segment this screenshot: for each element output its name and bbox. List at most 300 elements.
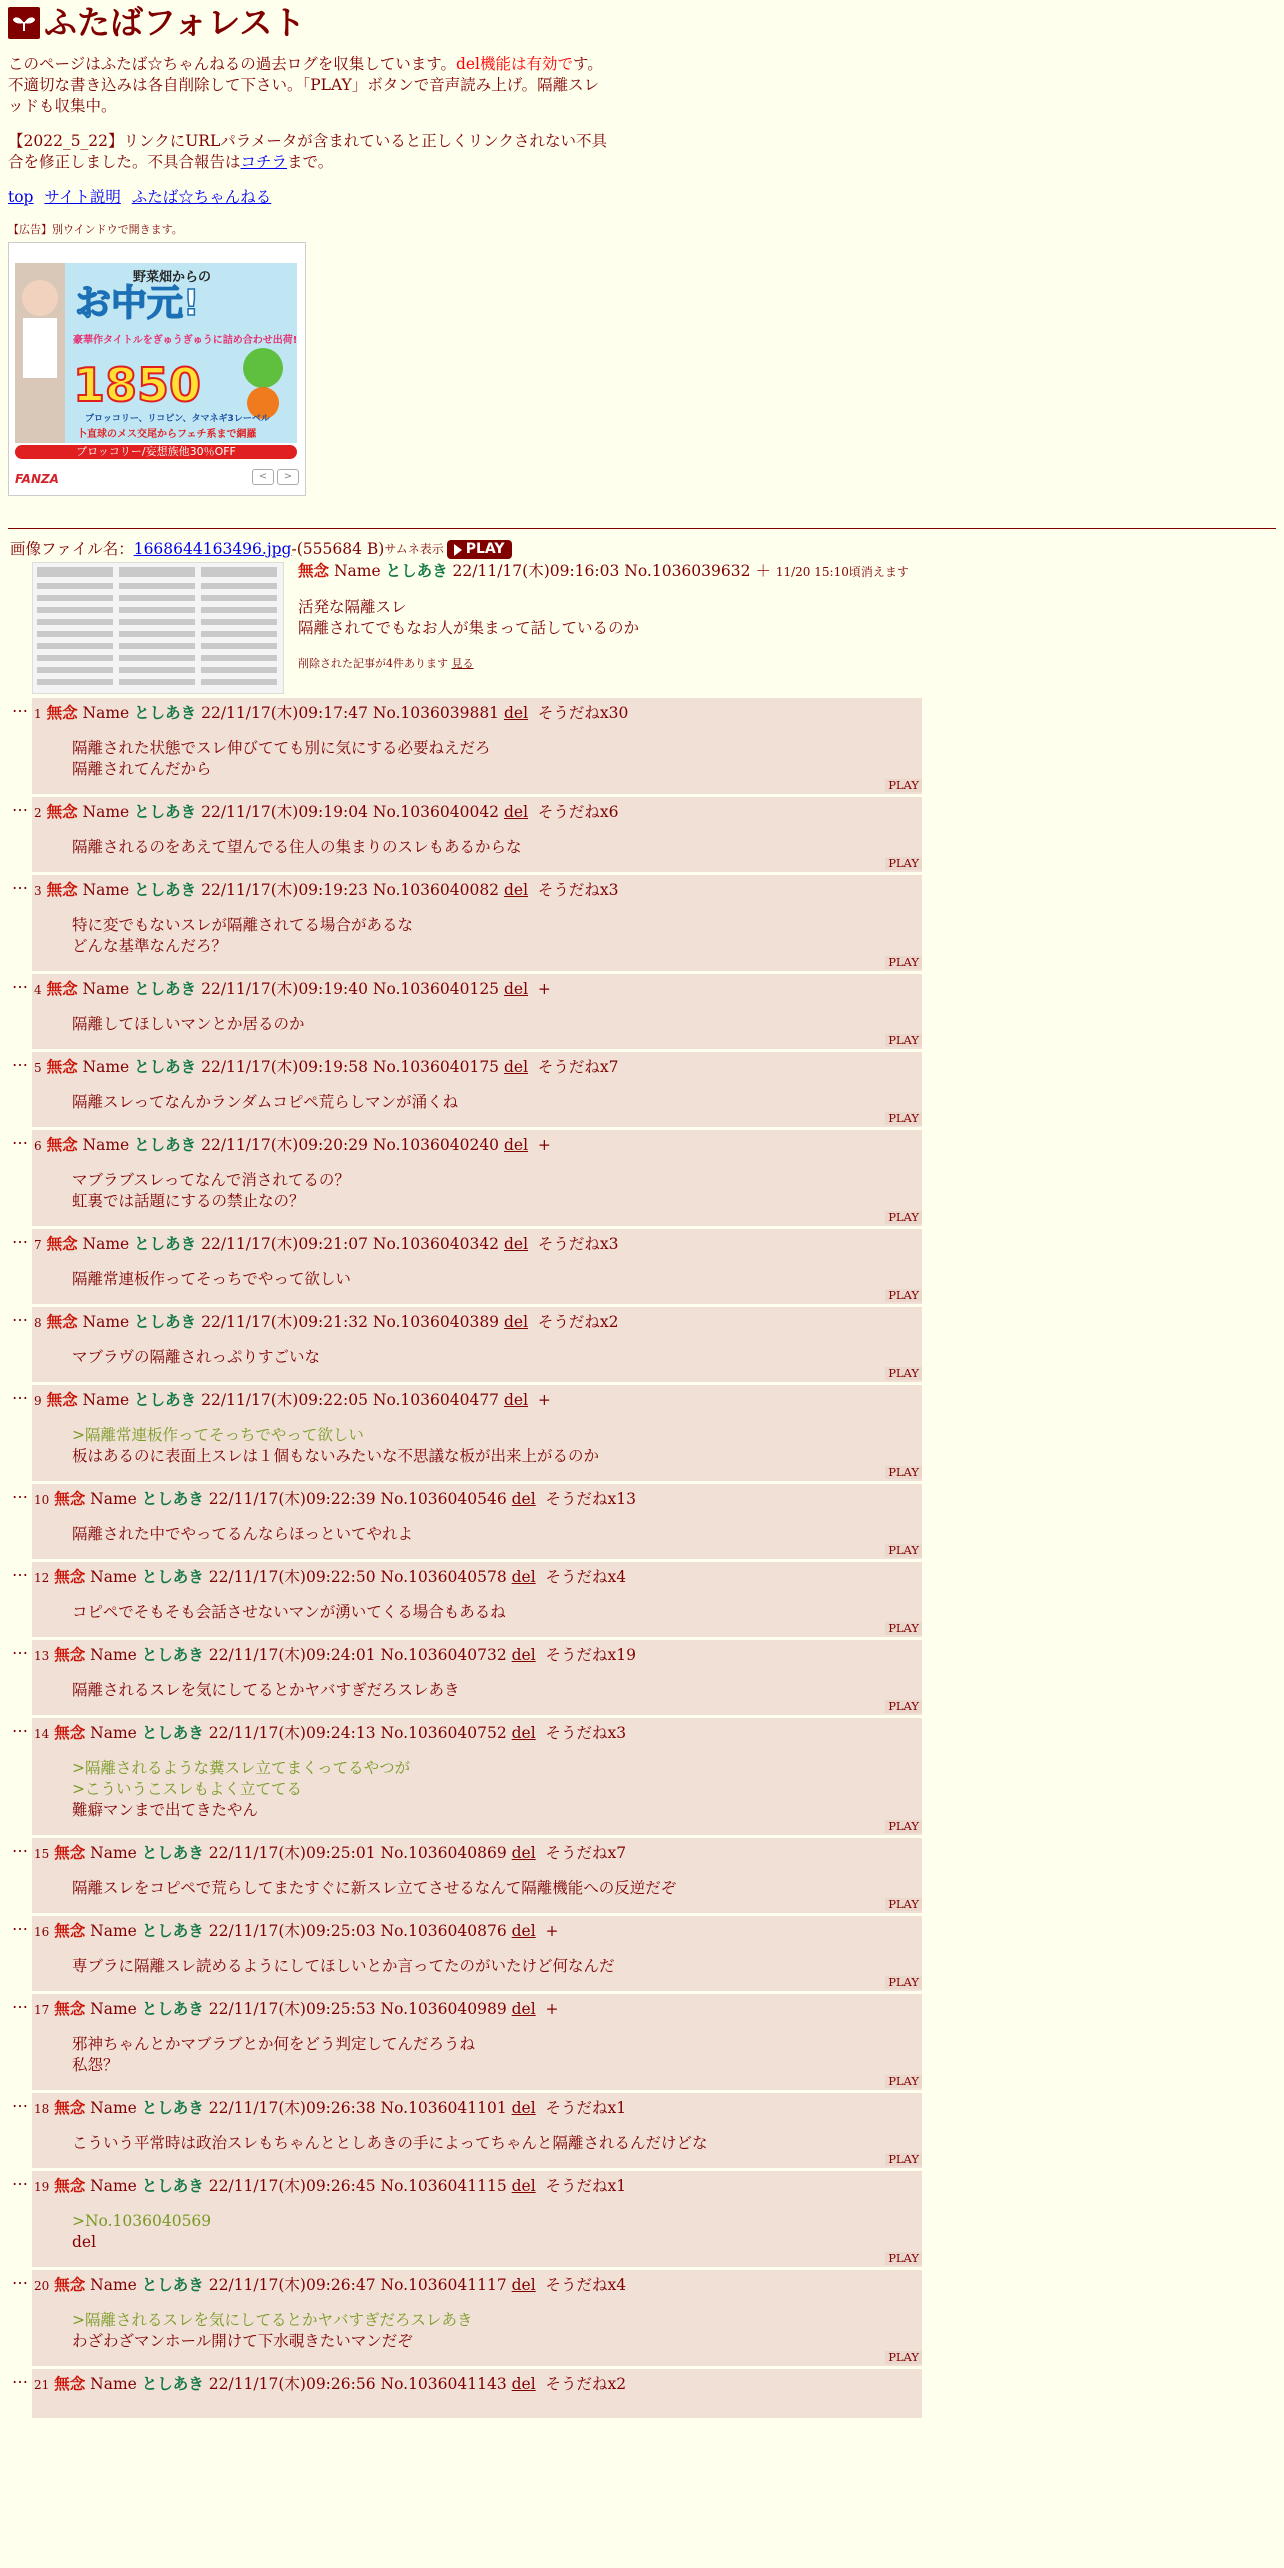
message-line: 隔離されてんだから	[72, 760, 212, 778]
sodane-button[interactable]: そうだねx2	[537, 1313, 619, 1331]
sodane-button[interactable]: そうだねx1	[545, 2177, 627, 2195]
reply-subject: 無念	[54, 1843, 86, 1862]
reply-date: 22/11/17(木)09:25:01	[208, 1844, 376, 1862]
reply-message	[72, 2133, 922, 2154]
nav-links	[8, 187, 1276, 208]
message-line: 隔離されるのをあえて望んでる住人の集まりのスレもあるからな	[72, 838, 522, 856]
del-link[interactable]: del	[503, 1313, 529, 1331]
reply-dots: …	[12, 2269, 28, 2288]
fanza-logo: FANZA	[15, 472, 59, 486]
reply-subject: 無念	[46, 802, 78, 821]
reply-play-button[interactable]: PLAY	[885, 1466, 922, 1479]
del-link[interactable]: del	[503, 1136, 529, 1154]
divider	[8, 528, 1276, 529]
reply-index: 2	[34, 806, 42, 820]
reply-header	[34, 978, 922, 1001]
reply-body	[32, 2369, 922, 2418]
ad-headline: お中元!	[75, 283, 200, 324]
reply-post	[8, 1718, 1276, 1835]
reply-index: 8	[34, 1316, 42, 1330]
reply-message	[72, 1758, 922, 1821]
reply-body	[32, 797, 922, 872]
reply-name: としあき	[141, 2176, 204, 2195]
sodane-button[interactable]: そうだねx1	[545, 2099, 627, 2117]
reply-dots: …	[12, 796, 28, 815]
name-label: Name	[90, 2177, 137, 2195]
reply-play-button[interactable]: PLAY	[885, 1544, 922, 1557]
reply-post	[8, 2270, 1276, 2366]
reply-date: 22/11/17(木)09:22:39	[208, 1490, 376, 1508]
reply-no[interactable]: No.1036040876	[380, 1922, 507, 1940]
sodane-button[interactable]: そうだねx13	[545, 1490, 637, 1508]
reply-subject: 無念	[46, 1312, 78, 1331]
reply-body	[32, 698, 922, 794]
reply-post	[8, 2369, 1276, 2418]
reply-index: 5	[34, 1061, 42, 1075]
reply-play-button[interactable]: PLAY	[885, 1289, 922, 1302]
message-line: こういう平常時は政治スレもちゃんととしあきの手によってちゃんと隔離されるんだけどな	[72, 2134, 708, 2152]
reply-dots: …	[12, 2368, 28, 2387]
reply-body	[32, 1916, 922, 1991]
reply-post	[8, 1994, 1276, 2090]
reply-name: としあき	[134, 979, 197, 998]
reply-name: としあき	[141, 2098, 204, 2117]
name-label: Name	[82, 1136, 130, 1154]
sodane-button[interactable]: そうだねx3	[537, 1235, 619, 1253]
op-plus[interactable]: ＋	[755, 562, 771, 580]
reply-play-button[interactable]: PLAY	[885, 1700, 922, 1713]
name-label: Name	[90, 1568, 137, 1586]
del-link[interactable]: del	[503, 881, 529, 899]
name-label: Name	[90, 2000, 137, 2018]
reply-no[interactable]: No.1036041143	[380, 2375, 507, 2393]
reply-no[interactable]: No.1036040175	[372, 1058, 500, 1076]
reply-subject: 無念	[46, 703, 78, 722]
reply-name: としあき	[134, 802, 197, 821]
image-file-link[interactable]: 1668644163496.jpg	[133, 540, 292, 558]
reply-name: としあき	[141, 1567, 204, 1586]
reply-date: 22/11/17(木)09:26:56	[208, 2375, 376, 2393]
reply-message	[72, 1092, 922, 1113]
reply-post	[8, 1916, 1276, 1991]
reply-body	[32, 1640, 922, 1715]
reply-post	[8, 1130, 1276, 1226]
del-link[interactable]: del	[503, 1391, 529, 1409]
reply-dots: …	[12, 2170, 28, 2189]
reply-date: 22/11/17(木)09:22:05	[201, 1391, 368, 1409]
reply-date: 22/11/17(木)09:20:29	[201, 1136, 368, 1154]
reply-body	[32, 2270, 922, 2366]
sodane-button[interactable]: そうだねx3	[545, 1724, 627, 1742]
reply-header	[34, 2274, 922, 2297]
reply-header	[34, 1644, 922, 1667]
reply-post	[8, 1838, 1276, 1913]
ad-prev-button[interactable]: <	[252, 469, 274, 485]
sodane-button[interactable]: +	[537, 980, 551, 998]
reply-subject: 無念	[54, 1567, 86, 1586]
del-link[interactable]: del	[503, 1058, 529, 1076]
reply-date: 22/11/17(木)09:22:50	[208, 1568, 376, 1586]
reply-message	[72, 2034, 922, 2076]
reply-play-button[interactable]: PLAY	[885, 1976, 922, 1989]
reply-index: 20	[34, 2279, 50, 2293]
name-label: Name	[90, 2276, 137, 2294]
quote-line: >隔離されるような糞スレ立てまくってるやつが	[72, 1759, 411, 1777]
reply-body	[32, 1718, 922, 1835]
sodane-button[interactable]: そうだねx19	[545, 1646, 637, 1664]
del-link[interactable]: del	[503, 803, 529, 821]
play-icon	[454, 544, 462, 556]
file-size: -(555684 B)	[291, 540, 385, 558]
op-no[interactable]: No.1036039632	[624, 562, 751, 580]
sodane-button[interactable]: そうだねx30	[537, 704, 629, 722]
reply-header	[34, 2373, 922, 2396]
sodane-button[interactable]: +	[537, 1391, 551, 1409]
sodane-button[interactable]: そうだねx4	[545, 1568, 627, 1586]
reply-header	[34, 1842, 922, 1865]
sodane-button[interactable]: そうだねx4	[545, 2276, 627, 2294]
reply-dots: …	[12, 697, 28, 716]
reply-no[interactable]: No.1036040869	[380, 1844, 507, 1862]
reply-message	[72, 2211, 922, 2253]
futaba-leaf-icon[interactable]	[8, 7, 40, 39]
reply-no[interactable]: No.1036040240	[372, 1136, 500, 1154]
reply-message	[72, 738, 922, 780]
reply-index: 21	[34, 2378, 50, 2392]
reply-index: 16	[34, 1925, 50, 1939]
name-label: Name	[82, 803, 130, 821]
sodane-button[interactable]: +	[545, 1922, 559, 1940]
reply-name: としあき	[134, 1057, 197, 1076]
reply-no[interactable]: No.1036040546	[380, 1490, 507, 1508]
reply-header	[34, 1488, 922, 1511]
reply-body	[32, 2093, 922, 2168]
del-link[interactable]: del	[511, 1724, 536, 1742]
message-line: 私怨？	[72, 2056, 119, 2074]
reply-header	[34, 702, 922, 725]
reply-body	[32, 1130, 922, 1226]
del-link[interactable]: del	[503, 980, 529, 998]
op-expire: 11/20 15:10頃消えます	[775, 565, 909, 579]
reply-dots: …	[12, 1129, 28, 1148]
reply-play-button[interactable]: PLAY	[885, 1622, 922, 1635]
reply-body	[32, 1052, 922, 1127]
reply-dots: …	[12, 973, 28, 992]
reply-play-button[interactable]: PLAY	[885, 1820, 922, 1833]
reply-body	[32, 974, 922, 1049]
reply-header	[34, 1920, 922, 1943]
name-label: Name	[82, 1058, 130, 1076]
reply-play-button[interactable]: PLAY	[885, 1112, 922, 1125]
reply-name: としあき	[134, 703, 197, 722]
play-button[interactable]: PLAY	[447, 540, 512, 559]
quote-line: >No.1036040569	[72, 2212, 212, 2230]
reply-header	[34, 879, 922, 902]
reply-play-button[interactable]: PLAY	[885, 2153, 922, 2166]
del-link[interactable]: del	[511, 1490, 536, 1508]
ad-banner[interactable]	[8, 242, 306, 496]
ad-sub: 豪華作タイトルをぎゅうぎゅうに詰め合わせ出荷!	[73, 335, 297, 346]
reply-post	[8, 698, 1276, 794]
reply-play-button[interactable]: PLAY	[885, 2351, 922, 2364]
reply-no[interactable]: No.1036040578	[380, 1568, 507, 1586]
reply-index: 10	[34, 1493, 50, 1507]
reply-name: としあき	[134, 1312, 197, 1331]
quote-line: >隔離常連板作ってそっちでやって欲しい	[72, 1426, 364, 1444]
reply-name: としあき	[134, 1390, 197, 1409]
reply-message	[72, 837, 922, 858]
name-label: Name	[82, 1391, 130, 1409]
reply-date: 22/11/17(木)09:25:53	[208, 2000, 376, 2018]
reply-message	[72, 1269, 922, 1290]
reply-subject: 無念	[54, 2098, 86, 2117]
reply-subject: 無念	[54, 2374, 86, 2393]
reply-no[interactable]: No.1036041115	[380, 2177, 507, 2195]
reply-dots: …	[12, 1228, 28, 1247]
nav-about-link[interactable]: サイト説明	[44, 188, 121, 206]
reply-no[interactable]: No.1036040732	[380, 1646, 507, 1664]
reply-dots: …	[12, 1837, 28, 1856]
message-line: 隔離された中でやってるんならほっといてやれよ	[72, 1525, 414, 1543]
reply-name: としあき	[141, 1999, 204, 2018]
reply-subject: 無念	[54, 1489, 86, 1508]
reply-date: 22/11/17(木)09:21:32	[201, 1313, 368, 1331]
reply-header	[34, 1566, 922, 1589]
del-link[interactable]: del	[511, 2276, 536, 2294]
reply-no[interactable]: No.1036040752	[380, 1724, 507, 1742]
reply-name: としあき	[134, 880, 197, 899]
name-label: Name	[90, 1844, 137, 1862]
reply-message	[72, 1347, 922, 1368]
quote-line: >こういうこスレもよく立ててる	[72, 1780, 302, 1798]
reply-subject: 無念	[54, 1999, 86, 2018]
ad-image[interactable]	[15, 263, 297, 443]
del-link[interactable]: del	[511, 1922, 536, 1940]
reply-name: としあき	[134, 1135, 197, 1154]
reply-body	[32, 1562, 922, 1637]
reply-message	[72, 1956, 922, 1977]
reply-dots: …	[12, 1717, 28, 1736]
name-label: Name	[90, 1724, 137, 1742]
reply-message	[72, 1524, 922, 1545]
reply-subject: 無念	[54, 2275, 86, 2294]
reply-message	[72, 1680, 922, 1701]
reply-play-button[interactable]: PLAY	[885, 1898, 922, 1911]
reply-index: 18	[34, 2102, 50, 2116]
reply-no[interactable]: No.1036040389	[372, 1313, 500, 1331]
reply-header	[34, 1134, 922, 1157]
message-line: 隔離スレってなんかランダムコピペ荒らしマンが涌くね	[72, 1093, 459, 1111]
reply-play-button[interactable]: PLAY	[885, 2075, 922, 2088]
sodane-button[interactable]: そうだねx7	[545, 1844, 627, 1862]
reply-index: 14	[34, 1727, 50, 1741]
del-link[interactable]: del	[511, 1646, 536, 1664]
reply-header	[34, 1233, 922, 1256]
del-enabled-note: del機能は有効で	[455, 55, 574, 73]
sodane-button[interactable]: +	[545, 2000, 559, 2018]
reply-body	[32, 1994, 922, 2090]
reply-dots: …	[12, 1561, 28, 1580]
reply-subject: 無念	[54, 1921, 86, 1940]
reply-date: 22/11/17(木)09:19:04	[201, 803, 368, 821]
reply-header	[34, 1389, 922, 1412]
reply-subject: 無念	[54, 1645, 86, 1664]
op-body	[298, 560, 909, 694]
reply-post	[8, 974, 1276, 1049]
del-link[interactable]: del	[511, 2177, 536, 2195]
message-line: 隔離されるスレを気にしてるとかヤバすぎだろスレあき	[72, 1681, 460, 1699]
message-line: わざわざマンホール開けて下水覗きたいマンだぞ	[72, 2332, 413, 2350]
message-line: マブラブスレってなんで消されてるの？	[72, 1171, 350, 1189]
reply-dots: …	[12, 1384, 28, 1403]
reply-date: 22/11/17(木)09:24:01	[208, 1646, 376, 1664]
sodane-button[interactable]: +	[537, 1136, 551, 1154]
reply-body	[32, 2171, 922, 2267]
reply-post	[8, 875, 1276, 971]
reply-subject: 無念	[54, 2176, 86, 2195]
name-label: Name	[82, 1313, 130, 1331]
del-link[interactable]: del	[511, 1844, 536, 1862]
del-link[interactable]: del	[503, 1235, 529, 1253]
reply-name: としあき	[141, 1921, 204, 1940]
ad-next-button[interactable]: >	[277, 469, 299, 485]
del-link[interactable]: del	[511, 1568, 536, 1586]
reply-index: 15	[34, 1847, 50, 1861]
reply-play-button[interactable]: PLAY	[885, 1211, 922, 1224]
site-title[interactable]: ふたばフォレスト	[44, 3, 306, 42]
reply-body	[32, 1229, 922, 1304]
name-label: Name	[90, 1646, 137, 1664]
sodane-button[interactable]: そうだねx7	[537, 1058, 619, 1076]
sodane-button[interactable]: そうだねx3	[537, 881, 619, 899]
reply-header	[34, 1998, 922, 2021]
reply-play-button[interactable]: PLAY	[885, 779, 922, 792]
reply-header	[34, 2097, 922, 2120]
op-subject: 無念	[298, 561, 330, 580]
reply-message	[72, 1878, 922, 1899]
reply-name: としあき	[141, 1645, 204, 1664]
reply-subject: 無念	[46, 1234, 78, 1253]
reply-message	[72, 1170, 922, 1212]
reply-index: 9	[34, 1394, 42, 1408]
reply-header	[34, 2175, 922, 2198]
reply-post	[8, 1385, 1276, 1481]
reply-dots: …	[12, 1639, 28, 1658]
reply-date: 22/11/17(木)09:21:07	[201, 1235, 368, 1253]
message-line: 虹裏では話題にするの禁止なの？	[72, 1192, 305, 1210]
message-line: del	[72, 2233, 97, 2251]
reply-name: としあき	[141, 1723, 204, 1742]
reply-dots: …	[12, 874, 28, 893]
sodane-button[interactable]: そうだねx2	[545, 2375, 627, 2393]
reply-post	[8, 1307, 1276, 1382]
reply-list	[8, 698, 1276, 2418]
message-line: 難癖マンまで出てきたやん	[72, 1801, 259, 1819]
reply-no[interactable]: No.1036040342	[372, 1235, 500, 1253]
reply-date: 22/11/17(木)09:17:47	[201, 704, 368, 722]
reply-index: 1	[34, 707, 42, 721]
reply-name: としあき	[141, 1843, 204, 1862]
op-thumbnail[interactable]	[32, 562, 284, 694]
site-header	[8, 3, 1276, 42]
reply-play-button[interactable]: PLAY	[885, 2252, 922, 2265]
reply-no[interactable]: No.1036040042	[372, 803, 500, 821]
reply-play-button[interactable]: PLAY	[885, 1034, 922, 1047]
reply-header	[34, 1311, 922, 1334]
ad-price: 1850	[73, 358, 202, 412]
del-link[interactable]: del	[511, 2375, 536, 2393]
reply-no[interactable]: No.1036041117	[380, 2276, 507, 2294]
reply-index: 19	[34, 2180, 50, 2194]
op-header: 無念 Name としあき 22/11/17(木)09:16:03 No.1036039632 ＋ 11/20 15:10頃消えます	[298, 561, 909, 580]
op-date: 22/11/17(木)09:16:03	[452, 562, 620, 580]
ad-sub2: ブロッコリー、リコピン、タマネギ3レーベル	[85, 414, 270, 424]
reply-date: 22/11/17(木)09:26:45	[208, 2177, 376, 2195]
reply-date: 22/11/17(木)09:26:47	[208, 2276, 376, 2294]
reply-dots: …	[12, 1051, 28, 1070]
reply-play-button[interactable]: PLAY	[885, 857, 922, 870]
reply-post	[8, 1640, 1276, 1715]
reply-no[interactable]: No.1036040125	[372, 980, 500, 998]
reply-subject: 無念	[46, 1057, 78, 1076]
reply-dots: …	[12, 1306, 28, 1325]
ad-note: 【広告】別ウインドウで開きます。	[8, 223, 183, 236]
del-link[interactable]: del	[511, 2000, 536, 2018]
op-post	[8, 560, 1276, 694]
reply-name: としあき	[141, 1489, 204, 1508]
nav-top-link[interactable]: top	[8, 188, 34, 206]
reply-name: としあき	[134, 1234, 197, 1253]
reply-play-button[interactable]: PLAY	[885, 956, 922, 969]
report-link[interactable]: コチラ	[240, 153, 288, 171]
reply-no[interactable]: No.1036041101	[380, 2099, 507, 2117]
update-notice: 【2022_5_22】リンクにURLパラメータが含まれていると正しくリンクされない不具合を修正しました。不具合報告はコチラまで。	[8, 132, 607, 171]
reply-dots: …	[12, 1483, 28, 1502]
nav-futaba-link[interactable]: ふたば☆ちゃんねる	[131, 188, 272, 206]
message-line: 隔離スレをコピペで荒らしてまたすぐに新スレ立てさせるなんて隔離機能への反逆だぞ	[72, 1879, 677, 1897]
name-label: Name	[90, 1922, 137, 1940]
quote-line: >隔離されるスレを気にしてるとかヤバすぎだろスレあき	[72, 2311, 473, 2329]
reply-body	[32, 1307, 922, 1382]
reply-no[interactable]: No.1036039881	[372, 704, 500, 722]
reply-no[interactable]: No.1036040989	[380, 2000, 507, 2018]
ad-brand: 野菜畑からの	[133, 270, 212, 285]
del-link[interactable]: del	[511, 2099, 536, 2117]
message-line: 隔離された状態でスレ伸びてても別に気にする必要ねえだろ	[72, 739, 491, 757]
reply-index: 17	[34, 2003, 50, 2017]
reply-dots: …	[12, 1993, 28, 2012]
del-link[interactable]: del	[503, 704, 529, 722]
intro-text: このページはふたば☆ちゃんねるの過去ログを収集しています。del機能は有効です。不適切な書き込みは各自削除して下さい。「PLAY」ボタンで音声読み上げ。隔離スレッドも収集中。	[8, 55, 603, 115]
sodane-button[interactable]: そうだねx6	[537, 803, 619, 821]
thumb-toggle[interactable]: サムネ表示	[384, 542, 444, 556]
reply-no[interactable]: No.1036040082	[372, 881, 500, 899]
message-line: 専ブラに隔離スレ読めるようにしてほしいとか言ってたのがいたけど何なんだ	[72, 1957, 615, 1975]
reply-post	[8, 797, 1276, 872]
reply-no[interactable]: No.1036040477	[372, 1391, 500, 1409]
reply-header	[34, 1056, 922, 1079]
name-label: Name	[82, 1235, 130, 1253]
reply-date: 22/11/17(木)09:19:58	[201, 1058, 368, 1076]
reply-post	[8, 1052, 1276, 1127]
show-deleted-link[interactable]: 見る	[451, 657, 474, 670]
reply-play-button[interactable]: PLAY	[885, 1367, 922, 1380]
ad-discount-bar[interactable]: ブロッコリー/妄想族他30％OFF	[15, 445, 297, 459]
reply-index: 12	[34, 1571, 50, 1585]
reply-post	[8, 2093, 1276, 2168]
reply-body	[32, 1385, 922, 1481]
reply-message	[72, 915, 922, 957]
